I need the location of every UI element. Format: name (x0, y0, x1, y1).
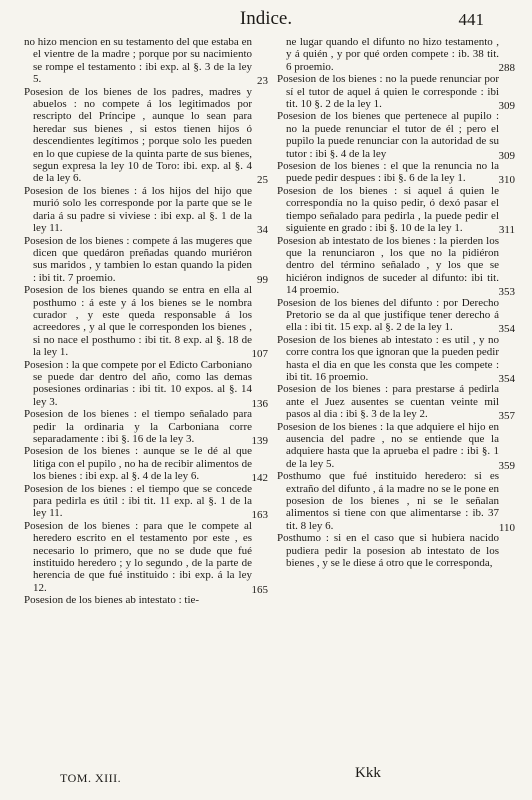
entry-page-ref: 357 (498, 410, 515, 423)
index-entry (277, 383, 515, 423)
entry-page-ref: 309 (498, 100, 515, 113)
entry-text: ne lugar quando el difunto no hizo testamento , y á quién , y por qué orden compete : ib. 38 tit. 6 proemio. (286, 36, 499, 73)
entry-page-ref: 288 (498, 61, 515, 74)
page-header (0, 4, 532, 34)
entry-page-ref: 163 (251, 509, 268, 522)
entry-page-ref: 165 (251, 583, 268, 596)
entry-text: Posesion de los bienes : compete á las mugeres que dicen que quedáron preñadas quando muriéron sus maridos , y tambien lo estan quando la piden : ibi tit. 7 proemio. (24, 234, 252, 284)
entry-page-ref: 311 (498, 224, 515, 237)
left-column (24, 36, 268, 607)
index-entry (24, 359, 268, 409)
volume-label: TOM. XIII. (60, 771, 122, 785)
entry-page-ref: 34 (257, 224, 268, 237)
entry-text: Posesion de los bienes : para prestarse á pedirla ante el Juez ausentes se cuentan veinte mil pasos al dia : ibi §. 3 de la ley 2. (277, 383, 499, 421)
index-entry (277, 532, 515, 569)
entry-text: Posesion de los bienes que pertenece al pupilo : no la puede renunciar el tutor de él ; pero el pupilo la puede renunciar con la autoridad de su tutor : ibi §. 4 de la ley (277, 110, 499, 160)
entry-text: Posthumo que fué instituido heredero: si es extraño del difunto , á la madre no se le pone en posesion de los bienes , ni se le señalan alimentos si tiene con que alimentarse : ib. 37 tit. 8 ley 6. (277, 470, 499, 532)
index-entry (277, 235, 515, 297)
entry-text: Posesion de los bienes del difunto : por Derecho Pretorio se da al que justifique tener derecho á ella : ibi tit. 15 exp. al §. 2 de la ley 1. (277, 296, 499, 334)
entry-page-ref: 353 (498, 286, 515, 299)
entry-text: Posesion ab intestato de los bienes : la pierden los que la renunciaron , los que no la pidiéron dentro del término señalado , y los que se hiciéron indignos de suceder al difunto: ibi tit. 14 proemio. (277, 234, 499, 297)
entry-text: Posesion de los bienes ab intestato : es util , y no corre contra los que ignoran que la pueden pedir hasta el dia en que les consta que les compete : ibi tit. 16 proemio. (277, 333, 499, 383)
page-number: 441 (458, 10, 484, 29)
index-entry (24, 235, 268, 285)
index-entry (24, 445, 268, 485)
entry-text: Posesion de los bienes : no la puede renunciar por sí el tutor de aquel á quien le corresponde : ibi tit. 10 §. 2 de la ley 1. (277, 73, 499, 111)
page-title: Indice. (239, 8, 293, 29)
index-entry (277, 185, 515, 235)
index-entry (24, 185, 268, 235)
index-entry (24, 483, 268, 520)
index-entry (277, 421, 515, 471)
entry-text: Posesion de los bienes : si aquel á quien le correspondía no la quiso pedir, ó dexó pasar el tiempo señalado para pedirla , la puede pedir el siguiente en grado : ibi §. 10 de la ley 1. (277, 184, 499, 235)
index-entry (24, 284, 268, 361)
index-entry (277, 110, 515, 160)
entry-text: Posesion : la que compete por el Edicto Carboniano se puede dar dentro del año, como las demas posesiones ordinarias : ibi tit. 10 expos. al §. 14 ley 3. (24, 358, 252, 408)
entry-page-ref: 107 (251, 348, 268, 361)
signature-mark: Kkk (355, 765, 381, 781)
entry-text: Posesion de los bienes ab intestato : tie- (24, 594, 200, 607)
page-footer (0, 753, 532, 799)
entry-text: Posesion de los bienes quando se entra en ella al posthumo : á este y á los bienes se le nombra curador , y este queda responsable á los acreedores , y al que le corresponden los bienes , si no nace el posthumo : ibi tit. 8 exp. al §. 18 de la ley 1. (24, 284, 252, 359)
entry-text: Posthumo : si en el caso que si hubiera nacido pudiera pedir la posesion ab intestato de los bienes , y se le diese á otro que le corresponda, (277, 532, 499, 570)
index-entry (24, 36, 268, 86)
right-column (277, 36, 515, 569)
entry-text: Posesion de los bienes : aunque se le dé al que litiga con el pupilo , no ha de recibir alimentos de los bienes : ibi exp. al §. 4 de la ley 6. (24, 445, 252, 483)
entry-text: Posesion de los bienes : la que adquiere el hijo en ausencia del padre , no se entiende que la adquiere hasta que la aprueba el padre : ibi §. 1 de la ley 5. (277, 420, 499, 470)
entry-page-ref: 25 (257, 174, 268, 187)
index-entry (24, 86, 268, 185)
index-entry (24, 520, 268, 594)
index-entry (24, 408, 268, 445)
entry-page-ref: 359 (498, 459, 515, 472)
entry-page-ref: 310 (498, 174, 515, 187)
index-entry (277, 160, 515, 185)
entry-text: no hizo mencion en su testamento del que estaba en el vientre de la madre ; porque por su nacimiento se rompe el testamento : ibi exp. al §. 3 de la ley 5. (24, 36, 252, 86)
entry-page-ref: 354 (498, 372, 515, 385)
entry-page-ref: 110 (498, 521, 515, 534)
entry-page-ref: 309 (498, 149, 515, 162)
entry-page-ref: 142 (251, 472, 268, 485)
index-entry (277, 36, 515, 73)
index-entry (277, 470, 515, 532)
index-entry (277, 297, 515, 334)
entry-page-ref: 99 (257, 273, 268, 286)
entry-text: Posesion de los bienes : el tiempo señalado para pedir la ordinaria y la Carboniana corre separadamente : ibi §. 16 de la ley 3. (24, 408, 252, 445)
entry-page-ref: 23 (257, 75, 268, 88)
index-entry (277, 73, 515, 113)
entry-text: Posesion de los bienes : para que le compete al heredero escrito en el testamento por este , es necesario lo primero, que no se dude que fué instituido heredero ; y lo segundo , de la parte de herencia de que fué instituido : ibi exp. á la ley 12. (24, 519, 252, 594)
entry-text: Posesion de los bienes : á los hijos del hijo que murió solo les corresponde por la parte que se le daria á su padre si viviese : ibi exp. al §. 1 de la ley 11. (24, 184, 252, 235)
index-entry (277, 334, 515, 384)
entry-text: Posesion de los bienes : el que la renuncia no la puede pedir despues : ibi §. 6 de la ley 1. (277, 160, 499, 185)
entry-text: Posesion de los bienes : el tiempo que se concede para pedirla es útil : ibi tit. 11 exp. al §. 1 de la ley 11. (24, 482, 252, 520)
entry-text: Posesion de los bienes de los padres, madres y abuelos : no compete á los legitimados por rescripto del Príncipe , aunque lo sean para heredar sus bienes , si estos tienen hijos ó descendientes legítimos ; porque solo les pueden en lo que cupiese de la quinta parte de sus bienes, segun expresa la ley 10 de Toro: ibi. exp. al §. 4 de la ley 6. (24, 85, 252, 185)
entry-page-ref: 136 (251, 397, 268, 410)
entry-page-ref: 354 (498, 323, 515, 336)
index-entry (24, 594, 268, 606)
entry-page-ref: 139 (251, 435, 268, 447)
